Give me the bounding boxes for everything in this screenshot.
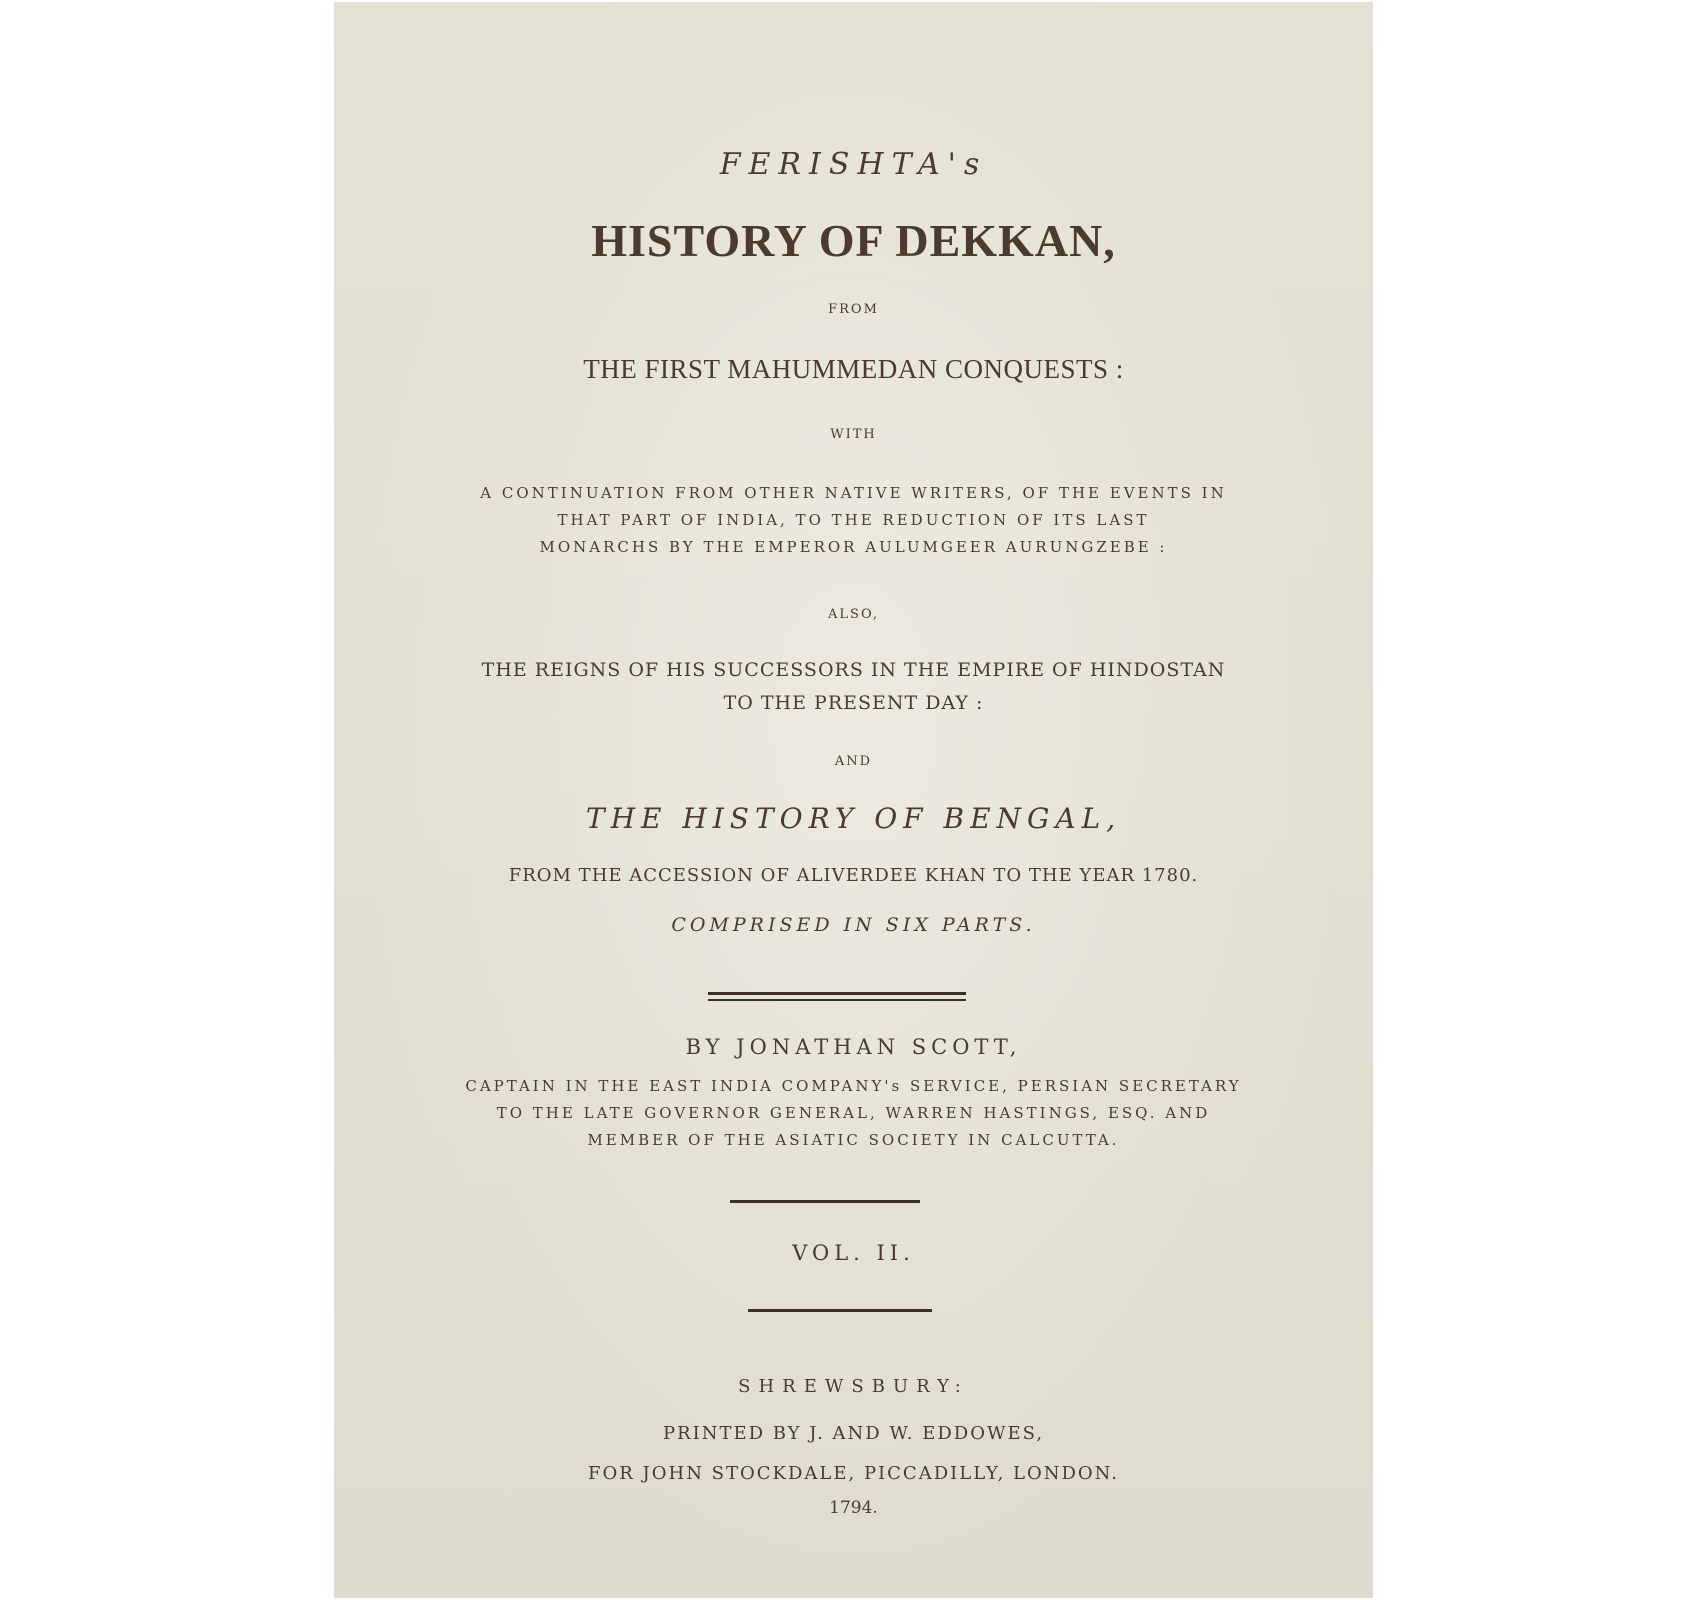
double-rule-bottom — [708, 999, 966, 1001]
with-word: WITH — [830, 427, 877, 442]
printer-line-2: FOR JOHN STOCKDALE, PICCADILLY, LONDON. — [588, 1463, 1119, 1484]
by-line: BY JONATHAN SCOTT, — [685, 1035, 1022, 1059]
publication-year: 1794. — [829, 1498, 878, 1518]
author-possessive: FERISHTA's — [719, 147, 988, 182]
continuation-line-1: A CONTINUATION FROM OTHER NATIVE WRITERS, OF THE EVENTS IN — [480, 484, 1227, 502]
also-word: ALSO, — [828, 607, 879, 622]
rule-above-volume — [730, 1200, 920, 1203]
and-word: AND — [834, 754, 873, 769]
continuation-line-2: THAT PART OF INDIA, TO THE REDUCTION OF ITS LAST — [557, 511, 1150, 529]
credentials-line-2: TO THE LATE GOVERNOR GENERAL, WARREN HASTINGS, ESQ. AND — [496, 1104, 1211, 1122]
rule-below-volume — [748, 1309, 932, 1312]
continuation-line-3: MONARCHS BY THE EMPEROR AULUMGEER AURUNGZEBE : — [539, 538, 1168, 556]
credentials-line-3: MEMBER OF THE ASIATIC SOCIETY IN CALCUTTA. — [587, 1131, 1120, 1149]
double-rule-top — [708, 992, 966, 995]
parts-line: COMPRISED IN SIX PARTS. — [671, 914, 1036, 936]
title-page — [334, 2, 1373, 1598]
reigns-line-1: THE REIGNS OF HIS SUCCESSORS IN THE EMPIRE OF HINDOSTAN — [481, 659, 1226, 681]
place-of-publication: SHREWSBURY: — [738, 1376, 969, 1397]
printer-line-1: PRINTED BY J. AND W. EDDOWES, — [662, 1423, 1045, 1444]
from-word: FROM — [828, 302, 879, 317]
bengal-title: THE HISTORY OF BENGAL, — [585, 802, 1122, 835]
credentials-line-1: CAPTAIN IN THE EAST INDIA COMPANY's SERVICE, PERSIAN SECRETARY — [465, 1077, 1242, 1095]
accession-line: FROM THE ACCESSION OF ALIVERDEE KHAN TO THE YEAR 1780. — [508, 865, 1199, 886]
reigns-line-2: TO THE PRESENT DAY : — [723, 692, 984, 714]
subtitle: THE FIRST MAHUMMEDAN CONQUESTS : — [583, 354, 1124, 384]
volume-label: VOL. II. — [792, 1241, 915, 1265]
main-title: HISTORY OF DEKKAN, — [591, 215, 1116, 266]
